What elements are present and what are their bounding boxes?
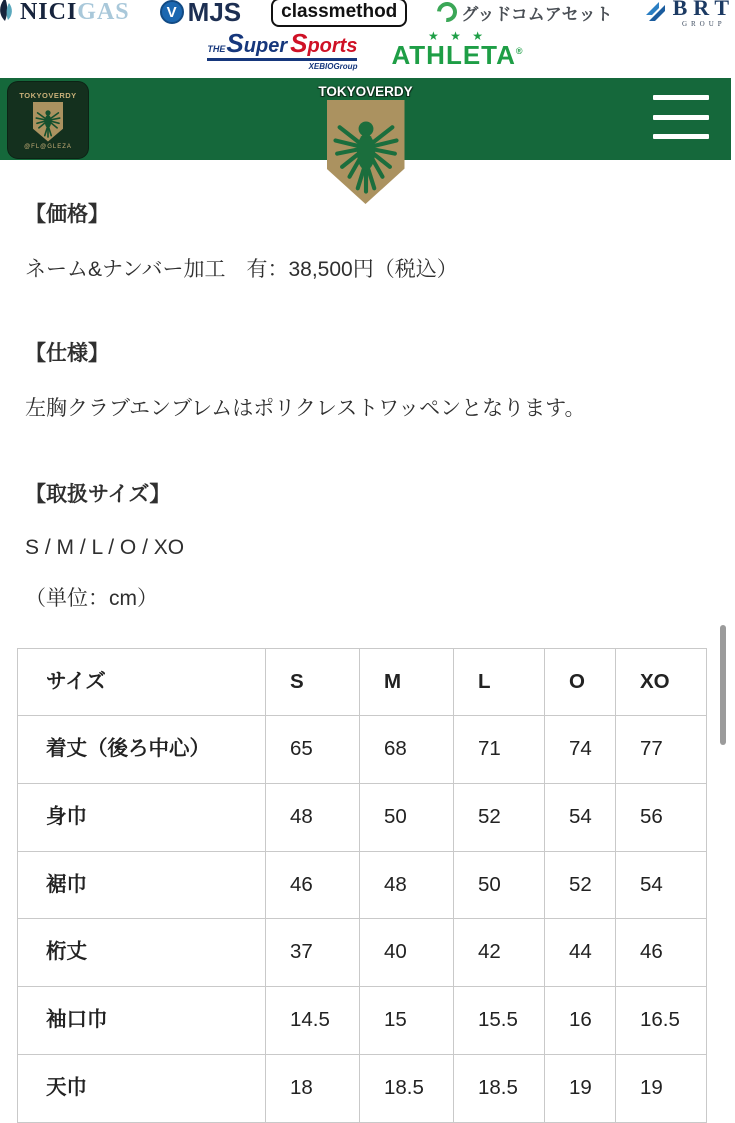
cell: 14.5 xyxy=(266,987,360,1055)
size-table xyxy=(17,648,707,1123)
tokyo-verdy-crest-logo[interactable] xyxy=(318,84,413,204)
cell: 15.5 xyxy=(454,987,545,1055)
row-label: 裾巾 xyxy=(18,851,266,919)
spec-line: 左胸クラブエンブレムはポリクレストワッペンとなります。 xyxy=(25,397,586,421)
sizes-heading: 【取扱サイズ】 xyxy=(25,482,171,506)
cell: 15 xyxy=(360,987,454,1055)
cell: 74 xyxy=(545,716,616,784)
brt-wordmark: BRT GROUP xyxy=(672,0,735,28)
mjs-circle-icon: V xyxy=(160,0,184,24)
cell: 40 xyxy=(360,919,454,987)
nicigas-leaf-icon xyxy=(0,0,16,28)
badge-caption: @FL@GLEZA xyxy=(24,143,72,150)
cell: 52 xyxy=(454,784,545,852)
cell: 50 xyxy=(360,784,454,852)
xebio-group-caption: XEBIOGroup xyxy=(308,62,358,71)
sponsor-logo-mjs[interactable] xyxy=(160,0,241,28)
cell: 77 xyxy=(616,716,707,784)
cell: 54 xyxy=(545,784,616,852)
sponsor-logo-athleta[interactable] xyxy=(391,30,523,68)
brt-icon xyxy=(643,0,669,25)
goodcom-swirl-icon xyxy=(433,0,461,26)
row-label: 袖口巾 xyxy=(18,987,266,1055)
cell: 50 xyxy=(454,851,545,919)
classmethod-wordmark: classmethod xyxy=(271,0,407,27)
mjs-wordmark: MJS xyxy=(187,0,242,27)
goodcom-wordmark: グッドコムアセット xyxy=(461,4,613,24)
size-table-col-header: サイズ xyxy=(18,648,266,716)
super-sports-wordmark: THE Super Sports xyxy=(207,30,357,61)
cell: 18.5 xyxy=(360,1054,454,1122)
site-header xyxy=(0,78,731,160)
size-table-col-header: XO xyxy=(616,648,707,716)
size-table-col-header: M xyxy=(360,648,454,716)
price-line: ネーム&ナンバー加工 有：38,500円（税込） xyxy=(25,258,458,282)
size-table-header-row xyxy=(18,648,707,716)
sponsor-logo-nicigas[interactable] xyxy=(0,0,130,28)
cell: 48 xyxy=(360,851,454,919)
row-label: 桁丈 xyxy=(18,919,266,987)
cell: 18 xyxy=(266,1054,360,1122)
row-label: 天巾 xyxy=(18,1054,266,1122)
size-table-row xyxy=(18,1054,707,1122)
cell: 54 xyxy=(616,851,707,919)
cell: 65 xyxy=(266,716,360,784)
cell: 42 xyxy=(454,919,545,987)
crest-wordmark: TOKYOVERDY xyxy=(318,84,413,99)
cell: 46 xyxy=(266,851,360,919)
sponsor-strip-row1 xyxy=(0,0,735,31)
cell: 71 xyxy=(454,716,545,784)
nicigas-wordmark: NICIGAS xyxy=(19,0,130,25)
size-table-row xyxy=(18,784,707,852)
badge-wordmark: TOKYOVERDY xyxy=(19,90,77,100)
size-table-col-header: O xyxy=(545,648,616,716)
row-label: 身巾 xyxy=(18,784,266,852)
size-table-row xyxy=(18,716,707,784)
size-table-wrap xyxy=(17,648,706,1123)
cell: 37 xyxy=(266,919,360,987)
cell: 52 xyxy=(545,851,616,919)
sponsor-logo-super-sports-xebio[interactable] xyxy=(207,30,357,71)
size-table-col-header: L xyxy=(454,648,545,716)
sizes-line: S / M / L / O / XO xyxy=(25,535,185,559)
cell: 19 xyxy=(545,1054,616,1122)
cell: 48 xyxy=(266,784,360,852)
scrollbar-thumb[interactable] xyxy=(720,625,726,745)
hamburger-menu-icon[interactable] xyxy=(653,95,709,139)
unit-line: （単位：cm） xyxy=(25,587,158,611)
cell: 16.5 xyxy=(616,987,707,1055)
price-heading: 【価格】 xyxy=(25,203,109,226)
sponsor-strip-row2 xyxy=(0,30,731,76)
size-table-row xyxy=(18,987,707,1055)
size-table-col-header: S xyxy=(266,648,360,716)
athleta-stars-icon: ★ ★ ★ xyxy=(428,29,487,43)
row-label: 着丈（後ろ中心） xyxy=(18,716,266,784)
cell: 56 xyxy=(616,784,707,852)
sponsor-logo-brt-group[interactable] xyxy=(643,0,735,28)
cell: 68 xyxy=(360,716,454,784)
spec-heading: 【仕様】 xyxy=(25,341,109,365)
sponsor-logo-goodcom-asset[interactable] xyxy=(437,0,612,25)
cell: 19 xyxy=(616,1054,707,1122)
athleta-wordmark: ATHLETA® xyxy=(391,40,524,70)
product-details xyxy=(0,160,731,1123)
sponsor-logo-classmethod[interactable] xyxy=(271,0,407,27)
cell: 16 xyxy=(545,987,616,1055)
cell: 46 xyxy=(616,919,707,987)
cell: 18.5 xyxy=(454,1054,545,1122)
cell: 44 xyxy=(545,919,616,987)
size-table-row xyxy=(18,851,707,919)
crest-shield-icon xyxy=(327,100,405,204)
club-badge-logo[interactable] xyxy=(8,82,88,158)
badge-crest-icon xyxy=(33,102,63,142)
size-table-row xyxy=(18,919,707,987)
